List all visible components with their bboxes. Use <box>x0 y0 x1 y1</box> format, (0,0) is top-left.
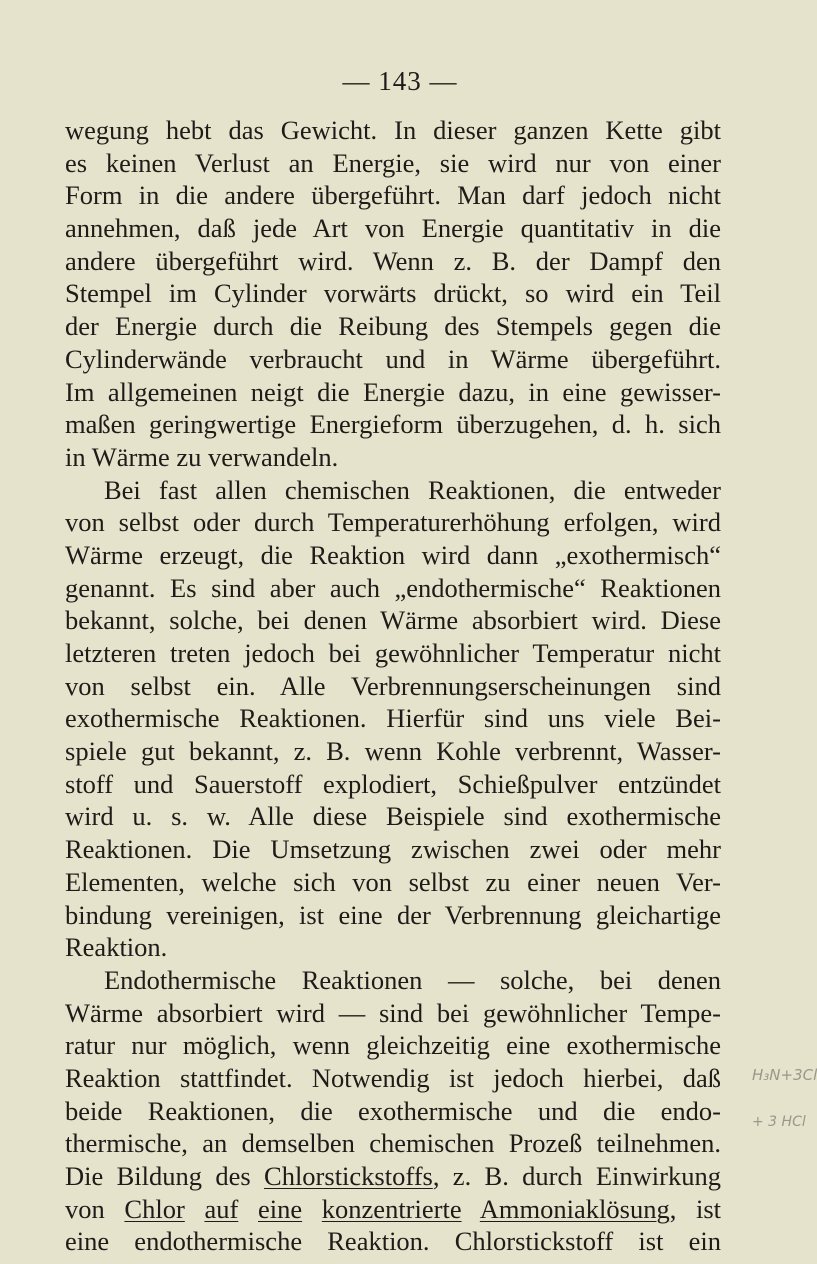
paragraph-end-line: in Wärme zu verwandeln. <box>65 441 339 472</box>
text-line: eine endothermische Reaktion. Chlorstickstoff ist ein <box>65 1226 721 1257</box>
text-line: Reaktionen. Die Umsetzung zwischen zwei oder mehr <box>65 834 721 865</box>
text-line: Elementen, welche sich von selbst zu einer neuen Ver- <box>65 866 721 897</box>
text-line: bindung vereinigen, ist eine der Verbrennung gleichartige <box>65 899 721 930</box>
text-line: andere übergeführt wird. Wenn z. B. der Dampf den <box>65 245 721 276</box>
text-segment <box>238 1194 258 1224</box>
text-line: exothermische Reaktionen. Hierfür sind uns viele Bei- <box>65 703 721 734</box>
underlined-word: Chlor <box>124 1193 185 1224</box>
text-line: letzteren treten jedoch bei gewöhnlicher Temperatur nicht <box>65 638 721 668</box>
pencil-formula: + 3 HCl <box>752 1114 806 1130</box>
text-line: stoff und Sauerstoff explodiert, Schießpulver entzündet <box>65 768 721 799</box>
underlined-word: Ammoniaklösung <box>479 1193 670 1224</box>
underlined-word: eine <box>257 1193 303 1224</box>
handwritten-margin-notes <box>752 1060 817 1170</box>
text-segment: Die Bildung des <box>65 1161 265 1191</box>
text-line: maßen geringwertige Energieform überzugehen, d. h. sich <box>65 409 721 440</box>
text-line: thermische, an demselben chemischen Prozeß teilnehmen. <box>65 1128 721 1159</box>
text-segment: , ist <box>669 1193 722 1224</box>
text-line: bekannt, solche, bei denen Wärme absorbiert wird. Diese <box>65 605 721 636</box>
text-line: es keinen Verlust an Energie, sie wird nur von einer <box>65 147 721 178</box>
text-line: Stempel im Cylinder vorwärts drückt, so wird ein Teil <box>65 278 721 309</box>
text-line: Reaktion stattfindet. Notwendig ist jedoch hierbei, daß <box>65 1062 721 1093</box>
text-line-with-underline <box>65 1160 721 1193</box>
text-line: von selbst ein. Alle Verbrennungserscheinungen sind <box>65 670 721 701</box>
underlined-word: auf <box>204 1193 239 1224</box>
text-line: annehmen, daß jede Art von Energie quantitativ in die <box>65 213 721 244</box>
text-line: Wärme erzeugt, die Reaktion wird dann „exothermisch“ <box>65 539 721 570</box>
text-line: Form in die andere übergeführt. Man darf jedoch nicht <box>65 180 721 211</box>
body-text <box>65 114 721 1258</box>
paragraph-end-line: Reaktion. <box>65 932 168 963</box>
text-line: der Energie durch die Reibung des Stempels gegen die <box>65 311 721 342</box>
text-segment <box>185 1194 205 1224</box>
text-line: Wärme absorbiert wird — sind bei gewöhnlicher Tempe- <box>65 997 721 1028</box>
paragraph-start-line: Endothermische Reaktionen — solche, bei denen <box>104 964 721 995</box>
text-segment: , z. B. durch Einwirkung <box>432 1161 721 1191</box>
text-line: spiele gut bekannt, z. B. wenn Kohle verbrennt, Wasser- <box>65 736 721 767</box>
text-segment: von <box>65 1193 125 1224</box>
text-line: ratur nur möglich, wenn gleichzeitig eine exothermische <box>65 1030 721 1061</box>
text-line: Im allgemeinen neigt die Energie dazu, in eine gewisser- <box>65 376 721 407</box>
pencil-formula: H₃N+3Cl <box>752 1066 817 1084</box>
underlined-word: konzentrierte <box>321 1193 462 1224</box>
text-line: von selbst oder durch Temperaturerhöhung erfolgen, wird <box>65 507 721 538</box>
underlined-word: Chlorstickstoffs <box>264 1161 433 1191</box>
page-number: — 143 — <box>342 66 458 96</box>
text-line-with-underline <box>65 1193 721 1226</box>
paragraph-start-line: Bei fast allen chemischen Reaktionen, die entweder <box>104 474 721 505</box>
text-segment <box>302 1194 322 1224</box>
text-line: wird u. s. w. Alle diese Beispiele sind exothermische <box>65 801 721 832</box>
text-line: genannt. Es sind aber auch „endothermische“ Reaktionen <box>65 572 721 603</box>
text-segment <box>462 1194 480 1224</box>
text-line: wegung hebt das Gewicht. In dieser ganzen Kette gibt <box>65 115 721 145</box>
text-line: Cylinderwände verbraucht und in Wärme übergeführt. <box>65 343 721 374</box>
text-line: beide Reaktionen, die exothermische und die endo- <box>65 1095 721 1126</box>
